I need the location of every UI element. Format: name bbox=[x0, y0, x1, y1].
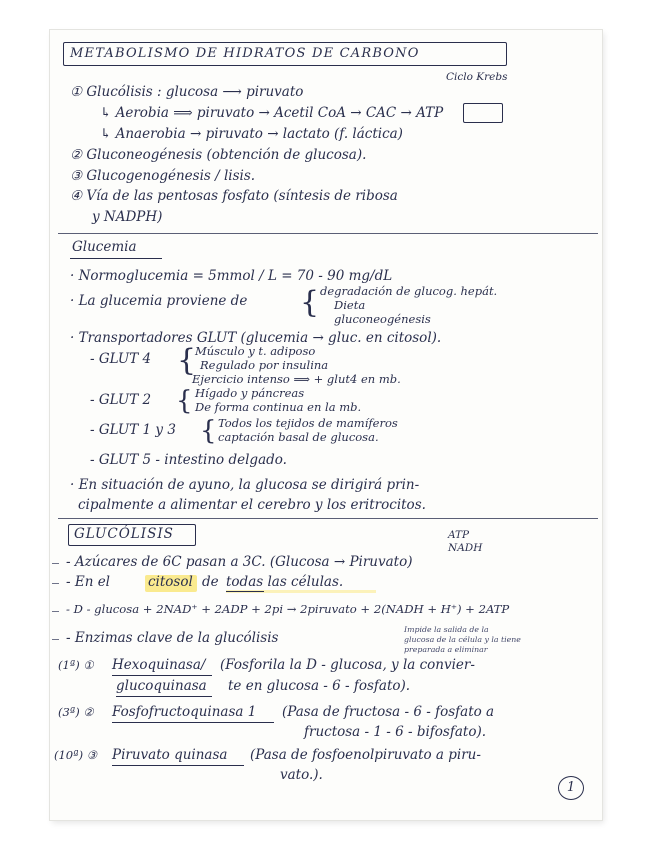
glut2-item-2: De forma continua en la mb. bbox=[195, 400, 362, 414]
intro-line-4: ② Gluconeogénesis (obtención de glucosa). bbox=[70, 147, 367, 163]
hexo-desc: (Fosforila la D - glucosa, y la convier- bbox=[220, 657, 475, 673]
proviene-bracket: { bbox=[300, 285, 320, 320]
gluco-desc: te en glucosa - 6 - fosfato). bbox=[228, 678, 411, 694]
glut4-bracket: { bbox=[177, 343, 197, 378]
pfk-underline bbox=[112, 722, 274, 723]
section-divider-2 bbox=[58, 518, 598, 519]
glucolisis-heading: GLUCÓLISIS bbox=[74, 526, 174, 542]
glut4-item-1: Músculo y t. adiposo bbox=[195, 344, 316, 358]
cac-box bbox=[463, 103, 503, 123]
glut13-item-1: Todos los tejidos de mamíferos bbox=[218, 416, 398, 430]
ayuno-line-2: cipalmente a alimentar el cerebro y los eritrocitos. bbox=[78, 497, 426, 513]
margin-dash-4 bbox=[52, 639, 59, 640]
enzimas-line: - Enzimas clave de la glucólisis bbox=[66, 630, 279, 646]
intro-line-3: ↳ Anaerobia → piruvato → lactato (f. láctica) bbox=[100, 126, 403, 142]
pfk-desc: (Pasa de fructosa - 6 - fosfato a bbox=[282, 704, 495, 720]
pk-number: (10ª) ③ bbox=[54, 748, 98, 762]
pk-underline bbox=[112, 765, 244, 766]
glut5-line: - GLUT 5 - intestino delgado. bbox=[90, 452, 287, 468]
notebook-page bbox=[50, 30, 602, 820]
hexo-name: Hexoquinasa/ bbox=[112, 657, 206, 673]
citosol-word: citosol bbox=[148, 574, 193, 590]
proviene-item-2: Dieta bbox=[334, 298, 366, 312]
intro-line-6: ④ Vía de las pentosas fosfato (síntesis de ribosa bbox=[70, 188, 398, 204]
intro-line-5: ③ Glucogenogénesis / lisis. bbox=[70, 168, 256, 184]
ciclo-krebs-label: Ciclo Krebs bbox=[446, 71, 508, 83]
pfk-number: (3ª) ② bbox=[58, 705, 94, 719]
citosol-pre: - En el bbox=[66, 574, 111, 590]
azucares-line: - Azúcares de 6C pasan a 3C. (Glucosa → Piruvato) bbox=[66, 554, 413, 570]
glut13-bracket: { bbox=[200, 416, 217, 446]
product-nadh: NADH bbox=[448, 542, 483, 554]
pk-desc: (Pasa de fosfoenolpiruvato a piru- bbox=[250, 747, 481, 763]
margin-dash-3 bbox=[52, 611, 59, 612]
page-number: 1 bbox=[558, 776, 584, 800]
proviene-item-3: gluconeogénesis bbox=[334, 312, 431, 326]
glut2-label: - GLUT 2 bbox=[90, 392, 152, 408]
intro-line-7: y NADPH) bbox=[92, 209, 163, 225]
gluco-name: glucoquinasa bbox=[116, 678, 207, 694]
hexo-underline bbox=[112, 675, 212, 676]
pfk-desc-2: fructosa - 1 - 6 - bifosfato). bbox=[304, 724, 487, 740]
glut4-label: - GLUT 4 bbox=[90, 351, 152, 367]
glut4-item-3: Ejercicio intenso ⟹ + glut4 en mb. bbox=[192, 372, 401, 386]
gluco-underline bbox=[116, 696, 212, 697]
pfk-name: Fosfofructoquinasa 1 bbox=[112, 704, 257, 720]
pk-name: Piruvato quinasa bbox=[112, 747, 228, 763]
proviene-line: · La glucemia proviene de bbox=[70, 293, 248, 309]
intro-line-2: ↳ Aerobia ⟹ piruvato → Acetil CoA → CAC → ATP bbox=[100, 105, 444, 121]
intro-line-1: ① Glucólisis : glucosa ⟶ piruvato bbox=[70, 84, 304, 100]
enzimas-note-3: preparada a eliminar bbox=[404, 645, 488, 654]
transportadores-line: · Transportadores GLUT (glucemia → gluc. en citosol). bbox=[70, 330, 442, 346]
enzimas-note-1: Impide la salida de la bbox=[404, 625, 489, 634]
enzimas-note-2: glucosa de la célula y la tiene bbox=[404, 635, 521, 644]
todas-text: todas las células. bbox=[226, 574, 344, 590]
glut2-bracket: { bbox=[176, 386, 193, 416]
ayuno-line-1: · En situación de ayuno, la glucosa se dirigirá prin- bbox=[70, 477, 420, 493]
margin-dash-2 bbox=[52, 583, 59, 584]
glut4-item-2: Regulado por insulina bbox=[200, 358, 329, 372]
glut2-item-1: Hígado y páncreas bbox=[195, 386, 305, 400]
glucemia-underline bbox=[70, 258, 162, 259]
margin-dash-1 bbox=[52, 563, 59, 564]
todas-underline bbox=[226, 591, 264, 592]
glut13-label: - GLUT 1 y 3 bbox=[90, 422, 176, 438]
pk-desc-2: vato.). bbox=[280, 767, 323, 783]
product-atp: ATP bbox=[448, 529, 470, 541]
hexo-number: (1ª) ① bbox=[58, 658, 94, 672]
page-title: METABOLISMO DE HIDRATOS DE CARBONO bbox=[70, 46, 420, 61]
normoglucemia-line: · Normoglucemia = 5mmol / L = 70 - 90 mg/dL bbox=[70, 268, 393, 284]
reaccion-line: - D - glucosa + 2NAD⁺ + 2ADP + 2pi → 2piruvato + 2(NADH + H⁺) + 2ATP bbox=[66, 602, 510, 616]
proviene-item-1: degradación de glucog. hepát. bbox=[320, 284, 498, 298]
glut13-item-2: captación basal de glucosa. bbox=[218, 430, 379, 444]
citosol-mid: de bbox=[202, 574, 219, 590]
section-divider-1 bbox=[58, 233, 598, 234]
glucemia-heading: Glucemia bbox=[72, 239, 137, 255]
